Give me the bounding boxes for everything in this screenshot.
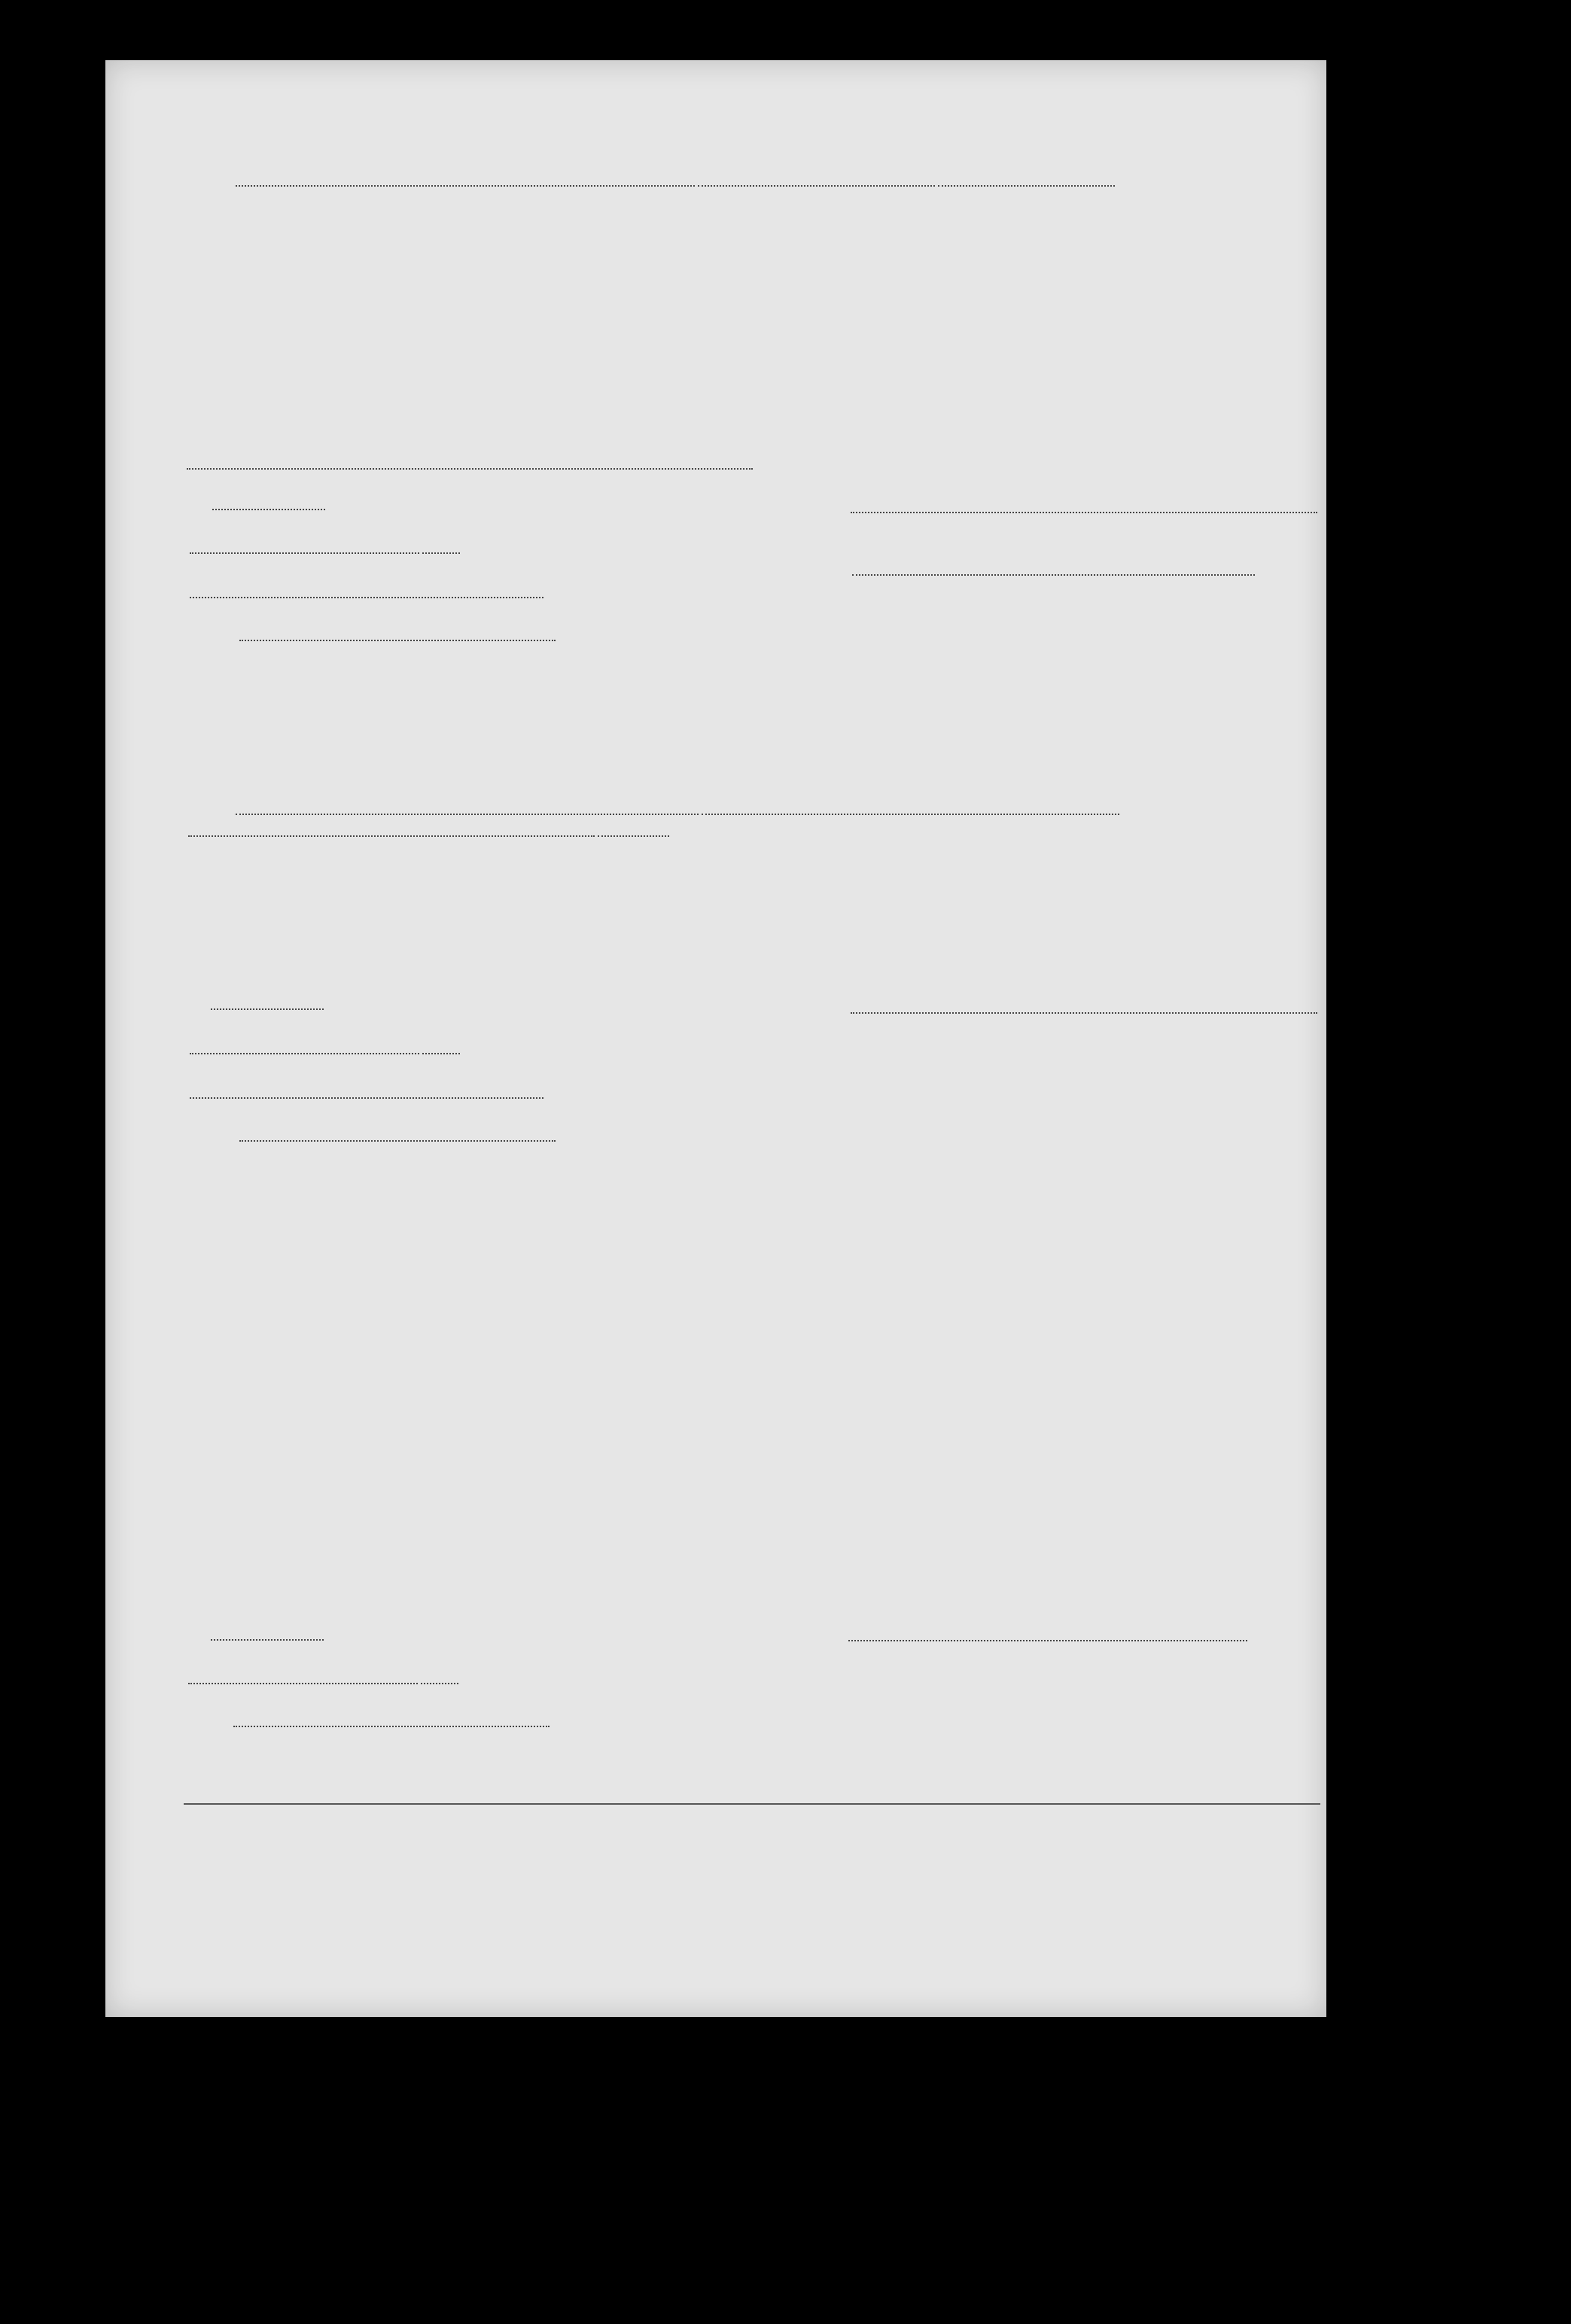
form-page bbox=[105, 60, 1326, 2017]
punch-hole bbox=[1385, 260, 1420, 294]
section-1-officer bbox=[851, 561, 1256, 580]
section-1-officer-signature-line bbox=[851, 512, 1317, 513]
section-3-day bbox=[187, 1669, 460, 1689]
section-3-sworn bbox=[209, 1626, 325, 1645]
section-1-sworn bbox=[211, 495, 327, 515]
section-1-opening-line bbox=[234, 172, 1116, 191]
punch-hole bbox=[1369, 582, 1403, 616]
section-2-day bbox=[188, 1039, 461, 1059]
punch-hole bbox=[1369, 1025, 1403, 1060]
section-2-officer-line bbox=[239, 1140, 556, 1142]
section-1-inspector-line bbox=[239, 640, 556, 641]
punch-hole bbox=[1366, 113, 1401, 148]
section-2-opening-line bbox=[234, 800, 1121, 820]
section-2-second-line bbox=[187, 822, 671, 841]
section-2-at bbox=[188, 1084, 545, 1103]
section-2-surgeon-signature-line bbox=[851, 1012, 1317, 1014]
section-3-collector-line bbox=[233, 1726, 550, 1727]
punch-hole bbox=[1369, 1362, 1403, 1397]
footer-rule bbox=[184, 1803, 1320, 1805]
section-1-extra-line bbox=[187, 468, 753, 470]
section-1-day bbox=[188, 539, 461, 558]
section-1-at bbox=[188, 583, 545, 603]
section-3-master bbox=[847, 1626, 1249, 1646]
punch-hole bbox=[1369, 1486, 1403, 1521]
section-2-sworn bbox=[209, 995, 325, 1014]
punch-hole bbox=[1378, 1829, 1412, 1863]
punch-hole bbox=[1369, 705, 1403, 740]
